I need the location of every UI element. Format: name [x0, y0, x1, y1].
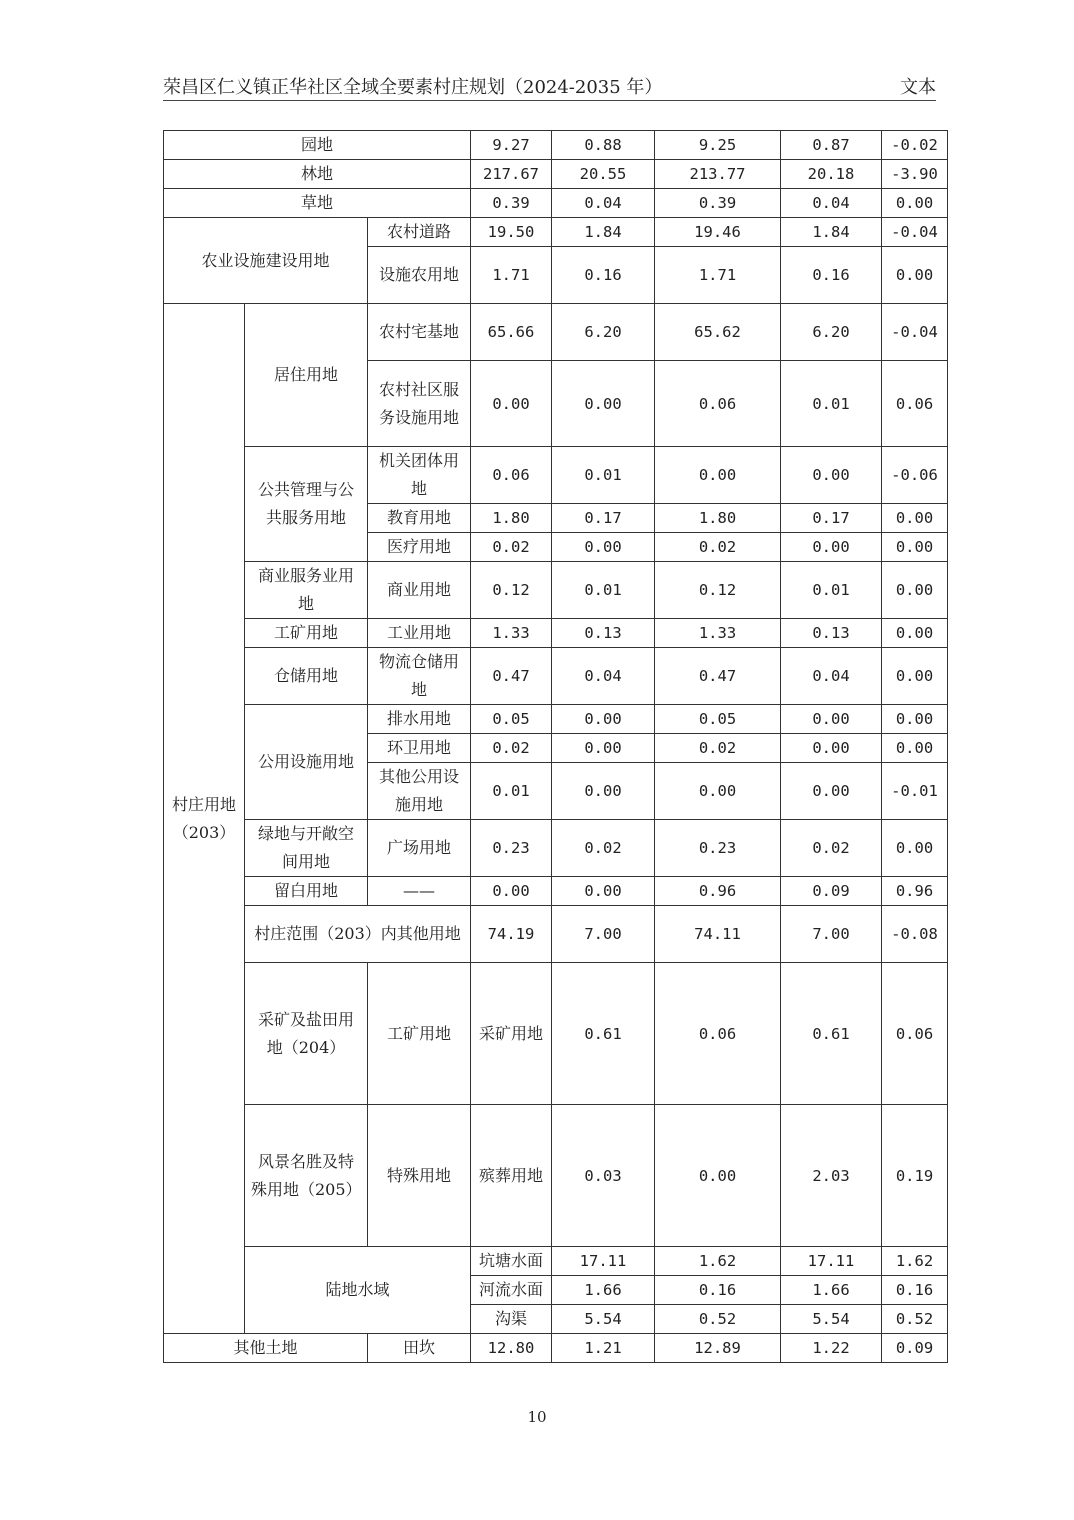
table-label-cell: 田坎: [368, 1334, 471, 1363]
table-value-cell: -0.02: [882, 131, 948, 160]
table-row: [164, 189, 948, 218]
table-value-cell: 0.00: [781, 705, 882, 734]
table-label-cell: 居住用地: [245, 304, 368, 447]
table-value-cell: 1.22: [781, 1334, 882, 1363]
table-value-cell: 0.13: [781, 619, 882, 648]
table-value-cell: 74.11: [655, 906, 781, 963]
table-row: [164, 447, 948, 504]
table-value-cell: 0.01: [781, 562, 882, 619]
table-label-cell: 采矿及盐田用地（204）: [245, 963, 368, 1105]
table-value-cell: 74.19: [471, 906, 552, 963]
table-label-cell: 排水用地: [368, 705, 471, 734]
table-label-cell: 工业用地: [368, 619, 471, 648]
table-value-cell: 0.01: [552, 562, 655, 619]
table-row: [164, 1247, 948, 1276]
table-value-cell: -0.06: [882, 447, 948, 504]
table-value-cell: 0.00: [882, 504, 948, 533]
table-value-cell: 1.80: [655, 504, 781, 533]
table-label-cell: 坑塘水面: [471, 1247, 552, 1276]
table-value-cell: 0.01: [471, 763, 552, 820]
table-value-cell: 7.00: [552, 906, 655, 963]
table-value-cell: -3.90: [882, 160, 948, 189]
table-row: [164, 1105, 948, 1247]
table-label-cell: 机关团体用地: [368, 447, 471, 504]
table-label-cell: 环卫用地: [368, 734, 471, 763]
table-value-cell: 0.23: [471, 820, 552, 877]
table-value-cell: 0.00: [882, 619, 948, 648]
table-value-cell: 0.00: [781, 734, 882, 763]
table-value-cell: -0.08: [882, 906, 948, 963]
table-value-cell: 19.46: [655, 218, 781, 247]
table-label-cell: ——: [368, 877, 471, 906]
table-label-cell: 商业服务业用地: [245, 562, 368, 619]
table-row: [164, 820, 948, 877]
table-label-cell: 教育用地: [368, 504, 471, 533]
table-value-cell: 0.00: [781, 763, 882, 820]
table-value-cell: 0.00: [552, 763, 655, 820]
table-value-cell: 1.62: [882, 1247, 948, 1276]
table-value-cell: 1.66: [781, 1276, 882, 1305]
page-header: [163, 76, 936, 101]
table-label-cell: 广场用地: [368, 820, 471, 877]
table-value-cell: 0.61: [781, 963, 882, 1105]
table-label-cell: 其他土地: [164, 1334, 368, 1363]
table-value-cell: 0.16: [552, 247, 655, 304]
table-value-cell: 0.96: [655, 877, 781, 906]
table-value-cell: 65.62: [655, 304, 781, 361]
table-value-cell: 0.47: [471, 648, 552, 705]
table-value-cell: 0.06: [471, 447, 552, 504]
table-row: [164, 619, 948, 648]
table-label-cell: 工矿用地: [368, 963, 471, 1105]
table-value-cell: -0.01: [882, 763, 948, 820]
table-label-cell: 设施农用地: [368, 247, 471, 304]
table-value-cell: 0.12: [471, 562, 552, 619]
table-value-cell: 0.00: [655, 1105, 781, 1247]
table-value-cell: 0.17: [781, 504, 882, 533]
table-value-cell: 0.00: [552, 734, 655, 763]
table-row: [164, 877, 948, 906]
table-value-cell: 1.80: [471, 504, 552, 533]
table-row: [164, 218, 948, 247]
table-label-cell: 河流水面: [471, 1276, 552, 1305]
table-label-cell: 风景名胜及特殊用地（205）: [245, 1105, 368, 1247]
table-value-cell: 17.11: [781, 1247, 882, 1276]
table-value-cell: 0.16: [655, 1276, 781, 1305]
table-value-cell: 0.03: [552, 1105, 655, 1247]
table-value-cell: 5.54: [552, 1305, 655, 1334]
table-row: [164, 304, 948, 361]
table-row: [164, 562, 948, 619]
table-label-cell: 工矿用地: [245, 619, 368, 648]
table-value-cell: 0.61: [552, 963, 655, 1105]
table-value-cell: 0.04: [552, 189, 655, 218]
table-label-cell: 农业设施建设用地: [164, 218, 368, 304]
table-value-cell: 0.02: [655, 533, 781, 562]
table-value-cell: 0.05: [655, 705, 781, 734]
table-value-cell: 0.00: [655, 763, 781, 820]
table-value-cell: 0.06: [655, 361, 781, 447]
table-value-cell: 0.00: [655, 447, 781, 504]
table-value-cell: 0.23: [655, 820, 781, 877]
table-value-cell: 0.00: [471, 361, 552, 447]
table-value-cell: 1.33: [471, 619, 552, 648]
table-value-cell: 0.00: [882, 648, 948, 705]
table-value-cell: 0.00: [882, 247, 948, 304]
table-value-cell: 0.00: [882, 562, 948, 619]
table-value-cell: 0.02: [655, 734, 781, 763]
table-value-cell: 20.55: [552, 160, 655, 189]
table-value-cell: 12.89: [655, 1334, 781, 1363]
table-value-cell: 0.88: [552, 131, 655, 160]
table-label-cell: 商业用地: [368, 562, 471, 619]
table-value-cell: 0.02: [471, 533, 552, 562]
table-value-cell: -0.04: [882, 304, 948, 361]
table-value-cell: 1.71: [655, 247, 781, 304]
table-value-cell: 0.01: [552, 447, 655, 504]
table-label-cell: 仓储用地: [245, 648, 368, 705]
table-value-cell: 0.06: [882, 963, 948, 1105]
table-value-cell: 0.47: [655, 648, 781, 705]
table-value-cell: 17.11: [552, 1247, 655, 1276]
table-label-cell: 其他公用设施用地: [368, 763, 471, 820]
table-value-cell: 0.09: [781, 877, 882, 906]
table-label-cell: 物流仓储用地: [368, 648, 471, 705]
table-value-cell: 0.16: [882, 1276, 948, 1305]
table-value-cell: 0.00: [552, 361, 655, 447]
table-value-cell: 6.20: [552, 304, 655, 361]
table-value-cell: 1.33: [655, 619, 781, 648]
table-value-cell: 0.52: [655, 1305, 781, 1334]
table-label-cell: 农村社区服务设施用地: [368, 361, 471, 447]
table-label-cell: 绿地与开敞空间用地: [245, 820, 368, 877]
table-value-cell: 0.00: [471, 877, 552, 906]
table-value-cell: 1.84: [552, 218, 655, 247]
table-row: [164, 648, 948, 705]
table-value-cell: 213.77: [655, 160, 781, 189]
table-value-cell: 0.00: [781, 447, 882, 504]
table-label-cell: 陆地水域: [245, 1247, 471, 1334]
table-value-cell: 0.04: [781, 648, 882, 705]
table-value-cell: 20.18: [781, 160, 882, 189]
table-value-cell: 19.50: [471, 218, 552, 247]
table-value-cell: 0.39: [655, 189, 781, 218]
table-value-cell: 0.00: [552, 877, 655, 906]
table-value-cell: 5.54: [781, 1305, 882, 1334]
table-value-cell: 9.27: [471, 131, 552, 160]
table-value-cell: 0.06: [655, 963, 781, 1105]
table-value-cell: 0.00: [781, 533, 882, 562]
table-value-cell: 0.00: [552, 533, 655, 562]
table-value-cell: 0.02: [781, 820, 882, 877]
land-use-table: [163, 130, 948, 1363]
table-value-cell: 0.17: [552, 504, 655, 533]
table-value-cell: 0.00: [882, 533, 948, 562]
table-value-cell: 6.20: [781, 304, 882, 361]
table-value-cell: 1.62: [655, 1247, 781, 1276]
table-value-cell: 12.80: [471, 1334, 552, 1363]
table-row: [164, 705, 948, 734]
table-label-cell: 殡葬用地: [471, 1105, 552, 1247]
table-value-cell: 0.04: [552, 648, 655, 705]
table-value-cell: 0.16: [781, 247, 882, 304]
table-label-cell: 公用设施用地: [245, 705, 368, 820]
table-value-cell: 1.71: [471, 247, 552, 304]
page-number: 10: [527, 1408, 547, 1426]
table-row: [164, 131, 948, 160]
table-value-cell: 2.03: [781, 1105, 882, 1247]
table-value-cell: 1.21: [552, 1334, 655, 1363]
table-label-cell: 农村宅基地: [368, 304, 471, 361]
document-title: 荣昌区仁义镇正华社区全域全要素村庄规划（2024-2035 年）: [163, 77, 663, 98]
table-label-cell: 医疗用地: [368, 533, 471, 562]
table-value-cell: 0.02: [552, 820, 655, 877]
table-value-cell: 1.84: [781, 218, 882, 247]
table-value-cell: 0.52: [882, 1305, 948, 1334]
document-type-label: 文本: [900, 77, 936, 98]
table-row: [164, 963, 948, 1105]
table-value-cell: 9.25: [655, 131, 781, 160]
table-value-cell: 217.67: [471, 160, 552, 189]
table-value-cell: 0.13: [552, 619, 655, 648]
table-value-cell: 0.39: [471, 189, 552, 218]
table-label-cell: 林地: [164, 160, 471, 189]
table-value-cell: 0.00: [882, 734, 948, 763]
table-value-cell: 0.12: [655, 562, 781, 619]
table-value-cell: 0.87: [781, 131, 882, 160]
table-row: [164, 906, 948, 963]
table-value-cell: 0.00: [882, 189, 948, 218]
table-label-cell: 村庄范围（203）内其他用地: [245, 906, 471, 963]
table-value-cell: 0.01: [781, 361, 882, 447]
table-value-cell: 0.02: [471, 734, 552, 763]
table-value-cell: 0.06: [882, 361, 948, 447]
table-label-cell: 草地: [164, 189, 471, 218]
table-label-cell: 沟渠: [471, 1305, 552, 1334]
table-value-cell: 0.00: [882, 820, 948, 877]
table-value-cell: 0.96: [882, 877, 948, 906]
table-row: [164, 1334, 948, 1363]
table-value-cell: 7.00: [781, 906, 882, 963]
table-value-cell: 0.19: [882, 1105, 948, 1247]
table-value-cell: 0.09: [882, 1334, 948, 1363]
table-value-cell: 65.66: [471, 304, 552, 361]
table-label-cell: 特殊用地: [368, 1105, 471, 1247]
table-row: [164, 160, 948, 189]
table-value-cell: 0.00: [552, 705, 655, 734]
table-label-cell: 公共管理与公共服务用地: [245, 447, 368, 562]
table-value-cell: -0.04: [882, 218, 948, 247]
table-value-cell: 0.04: [781, 189, 882, 218]
table-label-cell: 农村道路: [368, 218, 471, 247]
table-label-cell: 采矿用地: [471, 963, 552, 1105]
table-label-cell: 留白用地: [245, 877, 368, 906]
table-label-cell: 村庄用地（203）: [164, 304, 245, 1334]
table-value-cell: 1.66: [552, 1276, 655, 1305]
table-value-cell: 0.05: [471, 705, 552, 734]
table-value-cell: 0.00: [882, 705, 948, 734]
table-label-cell: 园地: [164, 131, 471, 160]
